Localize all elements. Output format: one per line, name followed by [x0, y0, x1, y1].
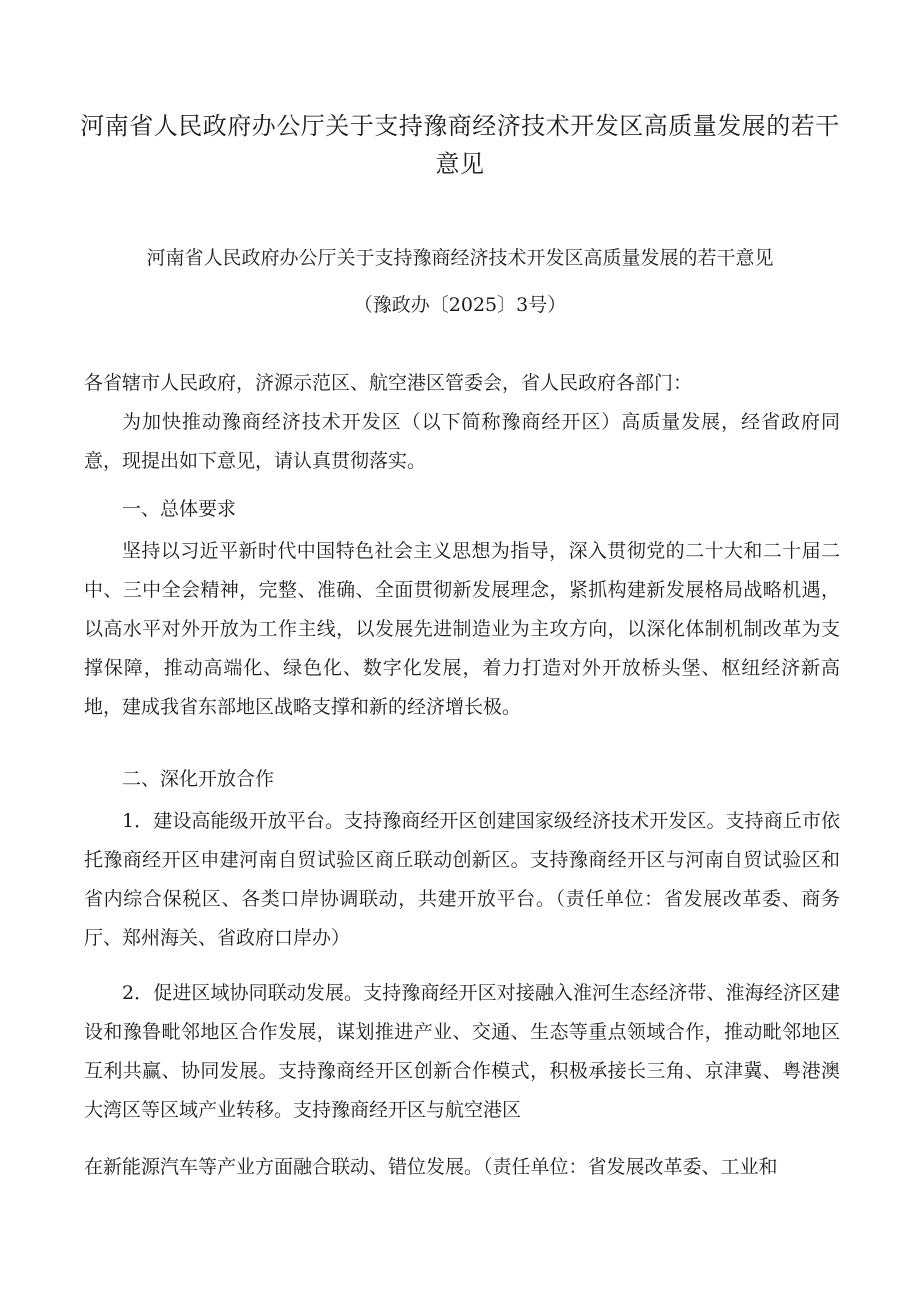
section-heading-general-requirements: 一、总体要求 [122, 498, 237, 520]
intro-paragraph: 为加快推动豫商经济技术开发区（以下简称豫商经开区）高质量发展，经省政府同意，现提出如下意见，请认真贯彻落实。 [84, 411, 840, 472]
section-body-general-requirements: 坚持以习近平新时代中国特色社会主义思想为指导，深入贯彻党的二十大和二十届二中、三中全会精神，完整、准确、全面贯彻新发展理念，紧抓构建新发展格局战略机遇，以高水平对外开放为工作主线，以发展先进制造业为主攻方向，以深化体制机制改革为支撑保障，推动高端化、绿色化、数字化发展，着力打造对外开放桥头堡、枢纽经济新高地，建成我省东部地区战略支撑和新的经济增长极。 [84, 540, 840, 718]
list-item-1: 1．建设高能级开放平台。支持豫商经开区创建国家级经济技术开发区。支持商丘市依托豫商经开区申建河南自贸试验区商丘联动创新区。支持豫商经开区与河南自贸试验区和省内综合保税区、各类口岸协调联动，共建开放平台。（责任单位：省发展改革委、商务厅、郑州海关、省政府口岸办） [84, 810, 840, 949]
document-subtitle: 河南省人民政府办公厅关于支持豫商经济技术开发区高质量发展的若干意见 [146, 247, 774, 269]
document-number: （豫政办〔2025〕3号） [353, 294, 567, 316]
addressee-line: 各省辖市人民政府，济源示范区、航空港区管委会，省人民政府各部门： [84, 372, 693, 394]
list-item-2: 2．促进区域协同联动发展。支持豫商经开区对接融入淮河生态经济带、淮海经济区建设和豫鲁毗邻地区合作发展，谋划推进产业、交通、生态等重点领域合作，推动毗邻地区互利共赢、协同发展。支持豫商经开区创新合作模式，积极承接长三角、京津冀、粤港澳大湾区等区域产业转移。支持豫商经开区与航空港区 [84, 982, 840, 1121]
list-item-2-continued: 在新能源汽车等产业方面融合联动、错位发展。（责任单位：省发展改革委、工业和 [84, 1156, 778, 1178]
section-heading-open-cooperation: 二、深化开放合作 [122, 768, 275, 790]
page-title: 河南省人民政府办公厅关于支持豫商经济技术开发区高质量发展的若干意见 [80, 112, 840, 178]
